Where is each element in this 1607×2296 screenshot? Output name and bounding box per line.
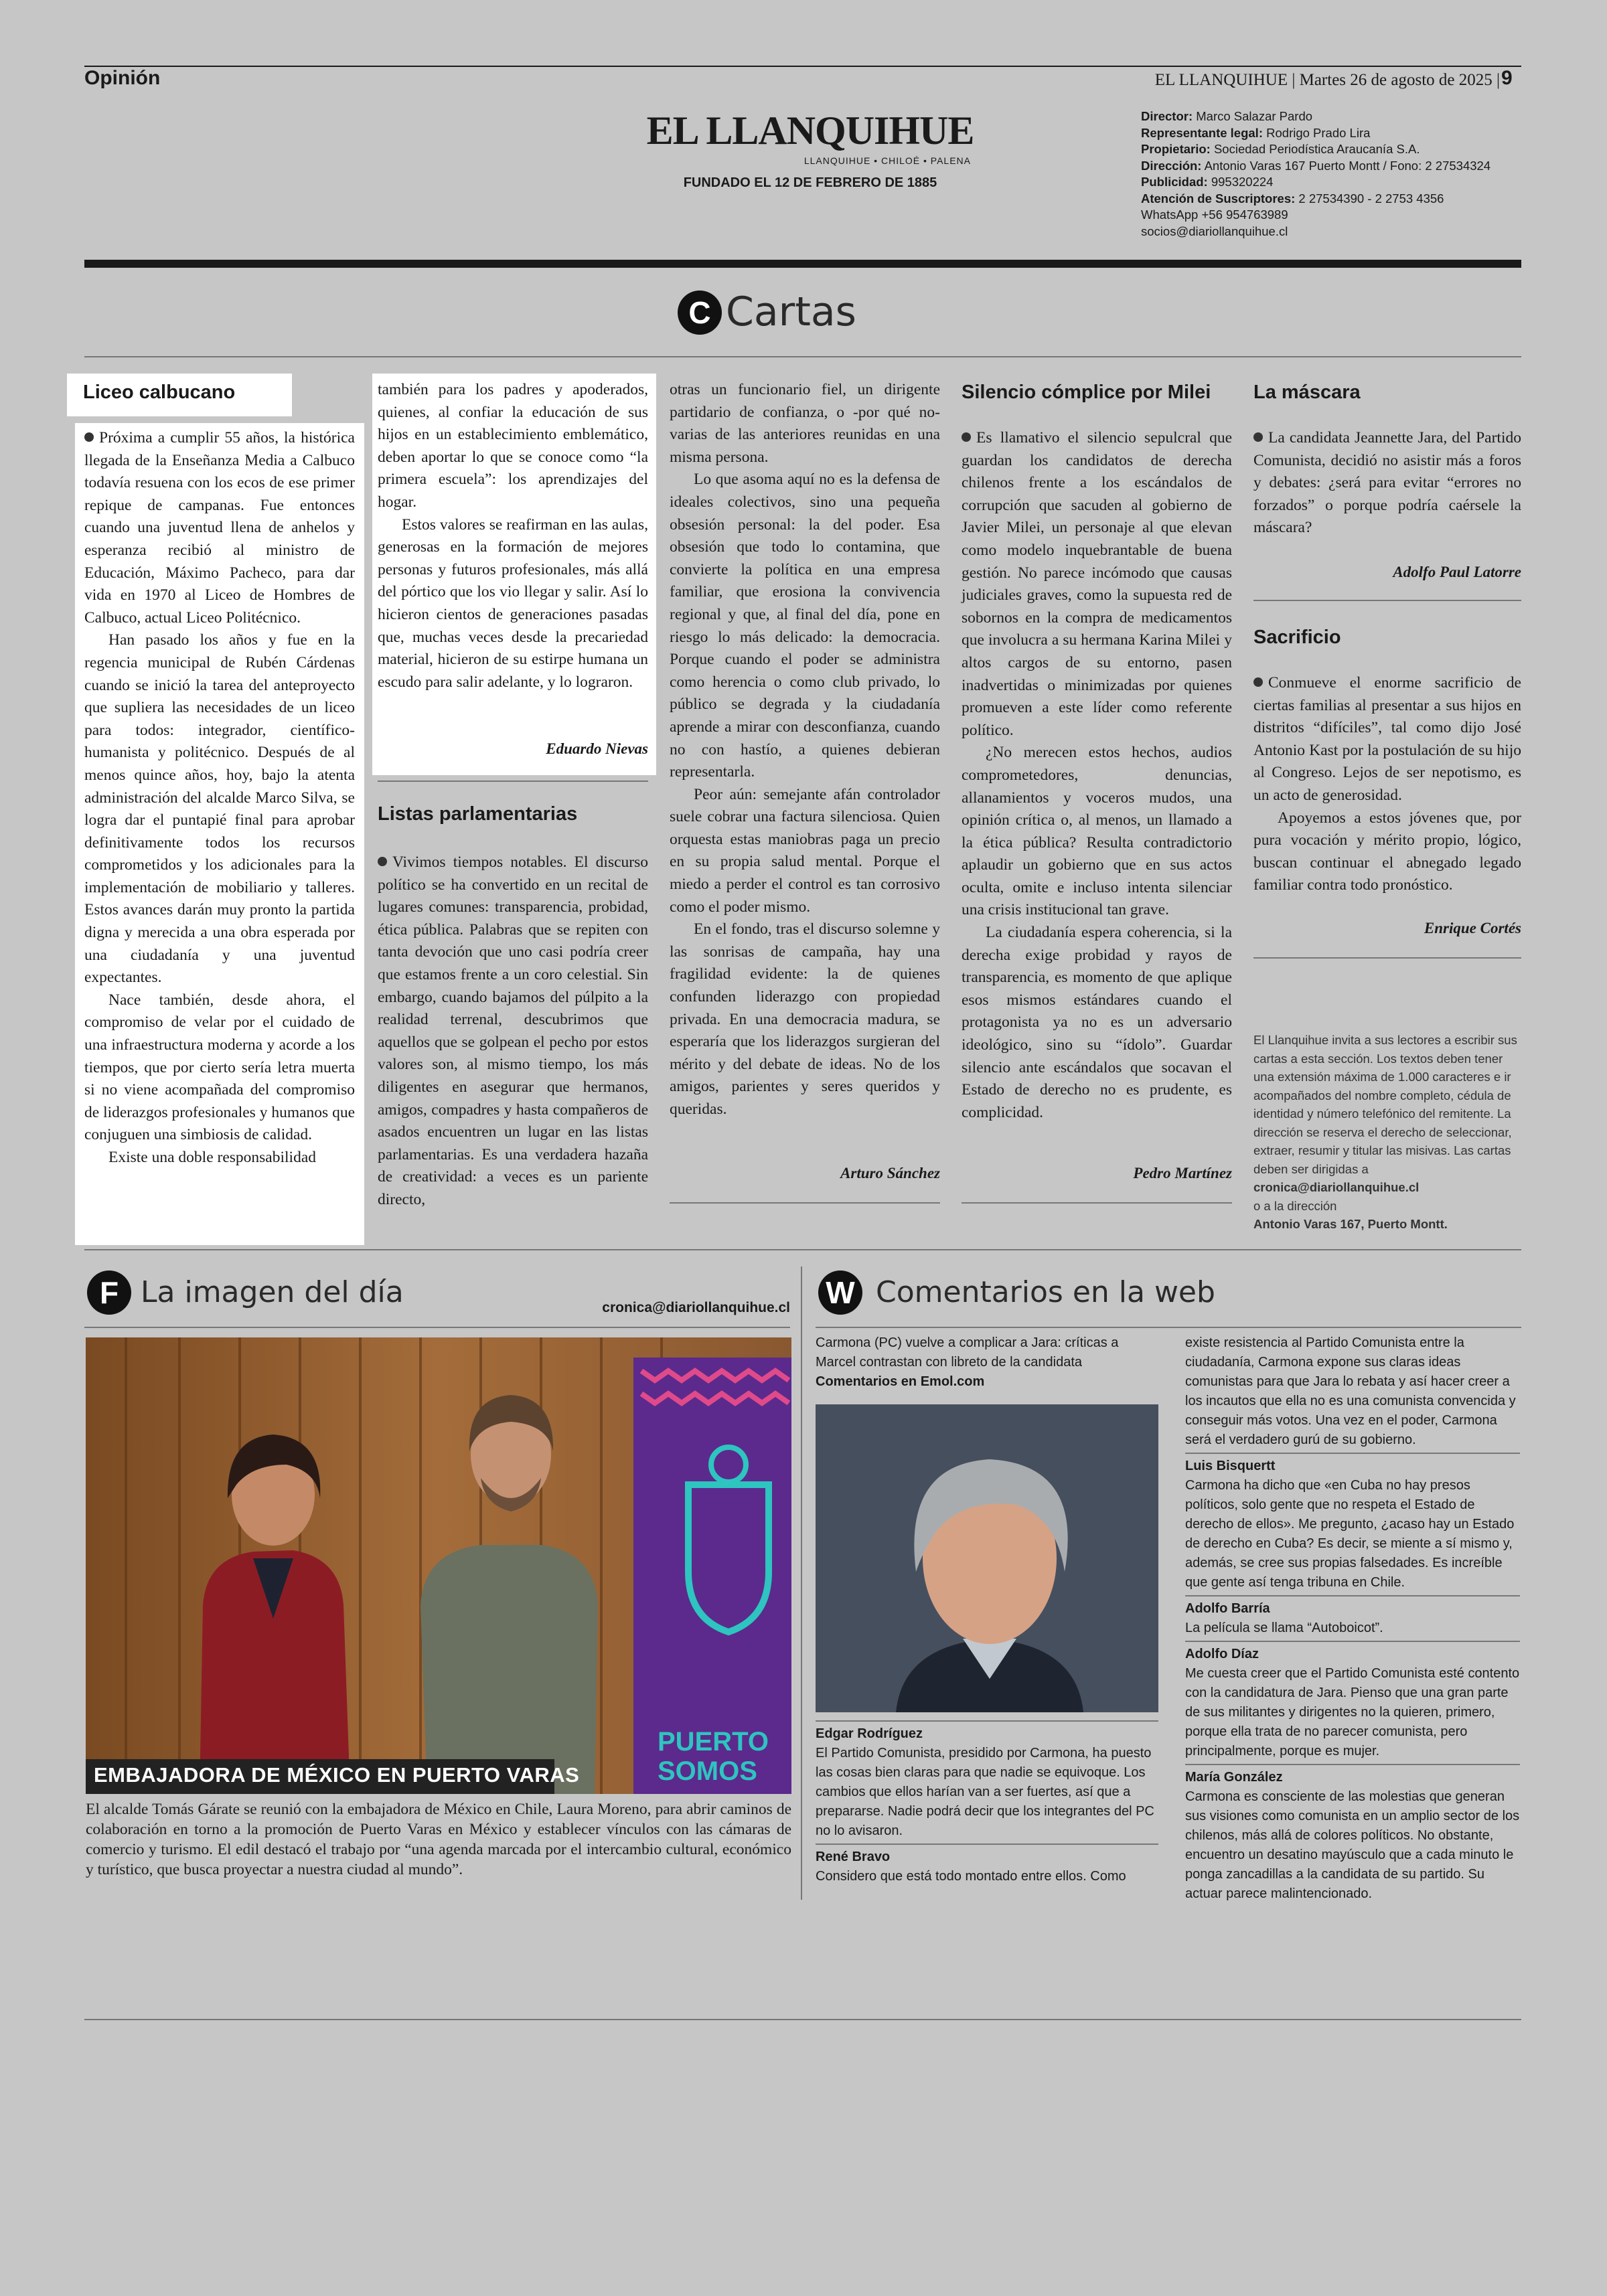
comment [1185,1595,1520,1638]
listas-p2: otras un funcionario fiel, un dirigente partidario de confianza, o -por qué no- varias de las anteriores reunidas en una misma persona. [670,381,940,466]
liceo-title: Liceo calbucano [83,382,236,403]
listas-p1: Vivimos tiempos notables. El discurso político se ha convertido en un recital de lugares comunes: transparencia, probidad, ética pública. Palabras que se repiten con tanta devoción que uno casi podría creer que estamos frente a un coro celestial. Sin embargo, cuando bajamos del púlpito a la realidad terrenal, descubrimos que aquellos que se golpean el pecho por estos valores son, al mismo tiempo, los más diligentes en asegurar que hermanos, amigos, compadres y hasta compañeros de asados encuentren un lugar en las listas parlamentarias. Es una verdadera hazaña de creatividad: a veces es un pariente directo, [378,853,648,1208]
invite-or: o a la dirección [1253,1198,1337,1213]
staff-value: Rodrigo Prado Lira [1266,125,1371,140]
liceo-signature: Eduardo Nievas [546,740,648,757]
liceo-p4: Existe una doble responsabilidad [108,1149,316,1166]
web-rule [816,1327,1521,1328]
col2-rule [378,781,648,782]
staff-value: socios@diariollanquihue.cl [1141,224,1288,238]
listas-p5: En el fondo, tras el discurso solemne y las sonrisas de campaña, hay una fragilidad evidente: la de quienes confunden liderazgo con propiedad privada. En una democracia madura, se esperaría que los liderazgos surgieran del mérito y del debate de ideas. No de los amigos, parientes y seres queridos y queridas. [670,920,940,1118]
section-label: Opinión [84,67,161,89]
comment-text: Carmona es consciente de las molestias que generan sus visiones como comunista en un amplio sector de los chilenos, más allá de colores políticos. No obstante, encuentro un desatino mayúsculo que a cada minuto le ponga zancadillas a la candidata de su partido. Su actuar parece malintencionado. [1185,1789,1520,1901]
invite-address: Antonio Varas 167, Puerto Montt. [1253,1217,1448,1231]
staff-value: Sociedad Periodística Araucanía S.A. [1213,142,1420,156]
banner-text-2: SOMOS [658,1756,757,1786]
comment [1185,1764,1520,1904]
listas-p3: Lo que asoma aquí no es la defensa de ideales colectivos, sino una pequeña obsesión personal: la del poder. Esa obsesión que todo lo contamina, que convierte la política en una empresa familiar, que erosiona la convivencia regional y que, al final del día, pone en riesgo lo más delicado: la democracia. Porque cuando el poder se administra como herencia o como club privado, lo público se degrada y la ciudadanía aprende a mirar con desconfianza, cuando no con hastío, a quienes debieran representarla. [670,471,940,781]
web-source[interactable]: Comentarios en Emol.com [816,1374,985,1389]
web-title: Comentarios en la web [876,1275,1215,1309]
imagen-icon: F [87,1270,131,1315]
photo-caption-text: El alcalde Tomás Gárate se reunió con la embajadora de México en Chile, Laura Moreno, para abrir caminos de colaboración en torno a la promoción de Puerto Varas en México y establecer vínculos con las cámaras de comercio y turismo. El edil destacó el trabajo por “una agenda marcada por el intercambio cultural, económico y turístico, que busca proyectar a nuestra ciudad al mundo”. [86,1801,791,1878]
cartas-rule [84,356,1521,357]
comment-author: René Bravo [816,1843,1158,1867]
staff-label: Director: [1141,109,1193,123]
masthead-logo: EL LLANQUIHUE [646,108,974,153]
comment-text: Carmona ha dicho que «en Cuba no hay presos políticos, solo gente que no respeta el Estado de derecho de ellos». Me pregunto, ¿acaso hay un Estado de derecho en Cuba? Es decir, se miente a sí mismo y, además, se cree sus propias falsedades. Es increíble que gente así tenga tribuna en Chile. [1185,1478,1515,1590]
listas-title: Listas parlamentarias [378,803,578,825]
sacrificio-article [1253,672,1521,897]
page-number: 9 [1501,67,1513,89]
comment [816,1720,1158,1841]
staff-value: 995320224 [1211,175,1274,189]
photo-image [86,1337,791,1794]
imagen-rule [84,1327,790,1328]
staff-row [1141,191,1529,208]
col5-rule-1 [1253,600,1521,601]
masthead-subtitle: LLANQUIHUE • CHILOÉ • PALENA [804,155,971,166]
staff-label: Representante legal: [1141,125,1263,140]
silencio-title: Silencio cómplice por Milei [962,382,1211,403]
sacrificio-signature: Enrique Cortés [1424,920,1521,936]
staff-value: Marco Salazar Pardo [1196,109,1313,123]
col3-rule [670,1202,940,1204]
mascara-signature: Adolfo Paul Latorre [1393,564,1521,580]
staff-label: Propietario: [1141,142,1211,156]
staff-label: Dirección: [1141,158,1202,173]
listas-article [378,851,648,1212]
cartas-title: Cartas [726,289,856,335]
staff-label: Publicidad: [1141,175,1208,189]
silencio-article [962,427,1232,1124]
bullet-icon [84,432,94,442]
invite-email[interactable]: cronica@diariollanquihue.cl [1253,1180,1420,1194]
sacrificio-p2: Apoyemos a estos jóvenes que, por pura vocación y mérito propio, lógico, buscan continuar el abnegado legado familiar contra todo pronóstico. [1253,809,1521,894]
photo-of-the-day [86,1337,791,1794]
cartas-icon: C [678,291,722,335]
staff-row [1141,108,1529,125]
staff-label: Atención de Suscriptores: [1141,191,1296,206]
comment-text: Considero que está todo montado entre ellos. Como [816,1869,1126,1884]
liceo-p1: Próxima a cumplir 55 años, la histórica llegada de la Enseñanza Media a Calbuco todavía resuena con los ecos de ese primer repique de campanas. Fue entonces cuando una juventud llena de anhelos y esperanza recibió al ministro de Educación, Máximo Pacheco, para dar vida en 1970 al Liceo de Hombres de Calbuco, actual Liceo Politécnico. [84,429,355,627]
comment-author: Luis Bisquertt [1185,1453,1520,1476]
comment-author: Adolfo Barría [1185,1595,1520,1619]
liceo-p5: también para los padres y apoderados, quienes, al confiar la educación de sus hijos en un establecimiento emblemático, deben aportar lo que se conoce como “la primera escuela”: los aprendizajes del hogar. [378,381,648,511]
vertical-divider [801,1266,802,1900]
mascara-title: La máscara [1253,382,1361,403]
liceo-continued [378,379,648,693]
sacrificio-title: Sacrificio [1253,627,1341,648]
web-photo [816,1404,1158,1712]
comment-text: El Partido Comunista, presidido por Carmona, ha puesto las cosas bien claras para que nadie se equivoque. Los cambios que ellos harían van a ser fuertes, así que a prepararse. Nadie podrá decir que los integrantes del PC no lo avisaron. [816,1746,1154,1838]
comments-left [816,1720,1158,1889]
staff-row [1141,224,1529,240]
staff-row [1141,158,1529,175]
silencio-p1: Es llamativo el silencio sepulcral que guardan los candidatos de derecha chilenos frente a los escándalos de corrupción que sacuden al gobierno de Javier Milei, un personaje al que elevan como modelo inquebrantable de buena gestión. No parece incómodo que causas judiciales graves, como la supuesta red de sobornos en la compra de medicamentos que involucra a su hermana Karina Milei y altos cargos de su entorno, pasen inadvertidas o minimizadas por quienes promueven a este líder como referente político. [962,429,1232,739]
liceo-p6: Estos valores se reafirman en las aulas, generosas en la formación de mejores personas y futuros profesionales, más allá del pórtico que los vio llegar y salir. Así lo hicieron cientos de generaciones pasadas que, muchas veces desde la precariedad material, hicieron de su estirpe humana un escudo para salir adelante, y lo lograron. [378,515,648,691]
staff-value: 2 27534390 - 2 2753 4356 [1298,191,1444,206]
web-lead-text: Carmona (PC) vuelve a complicar a Jara: críticas a Marcel contrastan con libreto de la candidata [816,1335,1119,1370]
liceo-article [84,427,355,1169]
listas-p4: Peor aún: semejante afán controlador suele cobrar una factura silenciosa. Quien orquesta estas maniobras paga un precio en su propia salud mental. Porque el miedo a perder el control es tan corrosivo como el poder mismo. [670,785,940,916]
bullet-icon [1253,432,1263,442]
listas-signature: Arturo Sánchez [840,1165,940,1181]
comment [1185,1641,1520,1761]
col4-rule [962,1202,1232,1204]
portrait-image [816,1404,1158,1712]
comment-continued: existe resistencia al Partido Comunista entre la ciudadanía, Carmona expone sus claras ideas comunistas para que Jara lo rebata y así hacer creer a los incautos que ella no es una comunista convencida y conseguir más votos. Una vez en el poder, Carmona será el verdadero gurú de su gobierno. [1185,1335,1516,1447]
imagen-title: La imagen del día [141,1275,404,1309]
comment-author: Adolfo Díaz [1185,1641,1520,1664]
photo-caption-title: EMBAJADORA DE MÉXICO EN PUERTO VARAS [94,1763,580,1787]
comments-right [1185,1453,1520,1906]
web-lead [816,1333,1133,1392]
silencio-p3: La ciudadanía espera coherencia, si la derecha exige probidad y rayos de transparencia, es momento de que aplique esos mismos estándares cuando el protagonista ya no es un adversario ideológico, sino su “ídolo”. Guardar silencio ante escándalos que socavan el Estado de derecho no es prudente, es complicidad. [962,924,1232,1121]
staff-row [1141,207,1529,224]
comment [816,1843,1158,1886]
section-divider [84,1249,1521,1250]
staff-value: WhatsApp +56 954763989 [1141,208,1288,222]
founded-line: FUNDADO EL 12 DE FEBRERO DE 1885 [683,175,937,190]
liceo-p2: Han pasado los años y fue en la regencia municipal de Rubén Cárdenas cuando se inició la tarea del anteproyecto que supliera las necesidades de un liceo para todos: integrador, científico-humanista y politécnico. Después de al menos quince años, hoy, bajo la atenta administración del alcalde Marco Silva, se logra dar el puntapié final para aprobar definitivamente todos los recursos comprometidos y los adicionales para la implementación de mobiliario y talleres. Estos avances darán muy pronto la partida digna y merecida a una obra esperada por una ciudadanía y una juventud expectantes. [84,631,355,987]
staff-value: Antonio Varas 167 Puerto Montt / Fono: 2 27534324 [1204,158,1491,173]
listas-continued [670,379,940,1121]
staff-row [1141,174,1529,191]
sacrificio-p1: Conmueve el enorme sacrificio de ciertas familias al presentar a sus hijos en distritos “difíciles”, tal como dijo José Antonio Kast por la postulación de su hijo al Congreso. Lejos de ser nepotismo, es un acto de generosidad. [1253,674,1521,804]
invite-text: El Llanquihue invita a sus lectores a escribir sus cartas a esta sección. Los textos deben tener una extensión máxima de 1.000 caracteres e ir acompañados del nombre completo, cédula de identidad y número telefónico del remitente. La dirección se reserva el derecho de seleccionar, extraer, resumir y titular las misivas. Las cartas deben ser dirigidas a [1253,1033,1517,1176]
web-icon: W [818,1270,862,1315]
staff-row [1141,141,1529,158]
mascara-article [1253,427,1521,540]
imagen-email[interactable]: cronica@diariollanquihue.cl [602,1300,790,1315]
banner-text [658,1727,769,1786]
liceo-p3: Nace también, desde ahora, el compromiso de velar por el cuidado de una infraestructura moderna y acorde a los tiempos, que por cierto sería letra muerta si no viene acompañada del compromiso de liderazgos profesionales y humanos que conjuguen una simbiosis de calidad. [84,991,355,1144]
comment-author: Edgar Rodríguez [816,1720,1158,1744]
bullet-icon [962,432,971,442]
dateline: EL LLANQUIHUE | Martes 26 de agosto de 2025 | [1154,71,1500,89]
bottom-rule [84,2019,1521,2020]
comment-text: La película se llama “Autoboicot”. [1185,1621,1383,1635]
banner-text-1: PUERTO [658,1727,769,1756]
bullet-icon [1253,677,1263,687]
mascara-p1: La candidata Jeannette Jara, del Partido Comunista, decidió no asistir más a foros y debates: ¿será para evitar “errores no forzados” o porque podría caérsele la máscara? [1253,429,1521,537]
staff-box [1141,108,1529,240]
silencio-signature: Pedro Martínez [1133,1165,1232,1181]
col5-rule-2 [1253,957,1521,959]
invite-box [1253,1031,1521,1234]
header-thick-rule [84,260,1521,268]
bullet-icon [378,857,387,866]
comment [1185,1453,1520,1592]
comment-text: Me cuesta creer que el Partido Comunista esté contento con la candidatura de Jara. Pienso que una gran parte de sus militantes y dirigentes no la quieren, primero, porque ella trata de no parecer comunista, pero principalmente, porque es mujer. [1185,1666,1520,1758]
top-rule [84,66,1521,67]
silencio-p2: ¿No merecen estos hechos, audios comprometedores, denuncias, allanamientos y voceros mudos, una opinión crítica o, al menos, un llamado a la ética pública? Resulta contradictorio aplaudir un gobierno que en sus actos oculta, omite e incluso intenta silenciar una crisis institucional tan grave. [962,744,1232,919]
staff-row [1141,125,1529,142]
comment-author: María González [1185,1764,1520,1787]
